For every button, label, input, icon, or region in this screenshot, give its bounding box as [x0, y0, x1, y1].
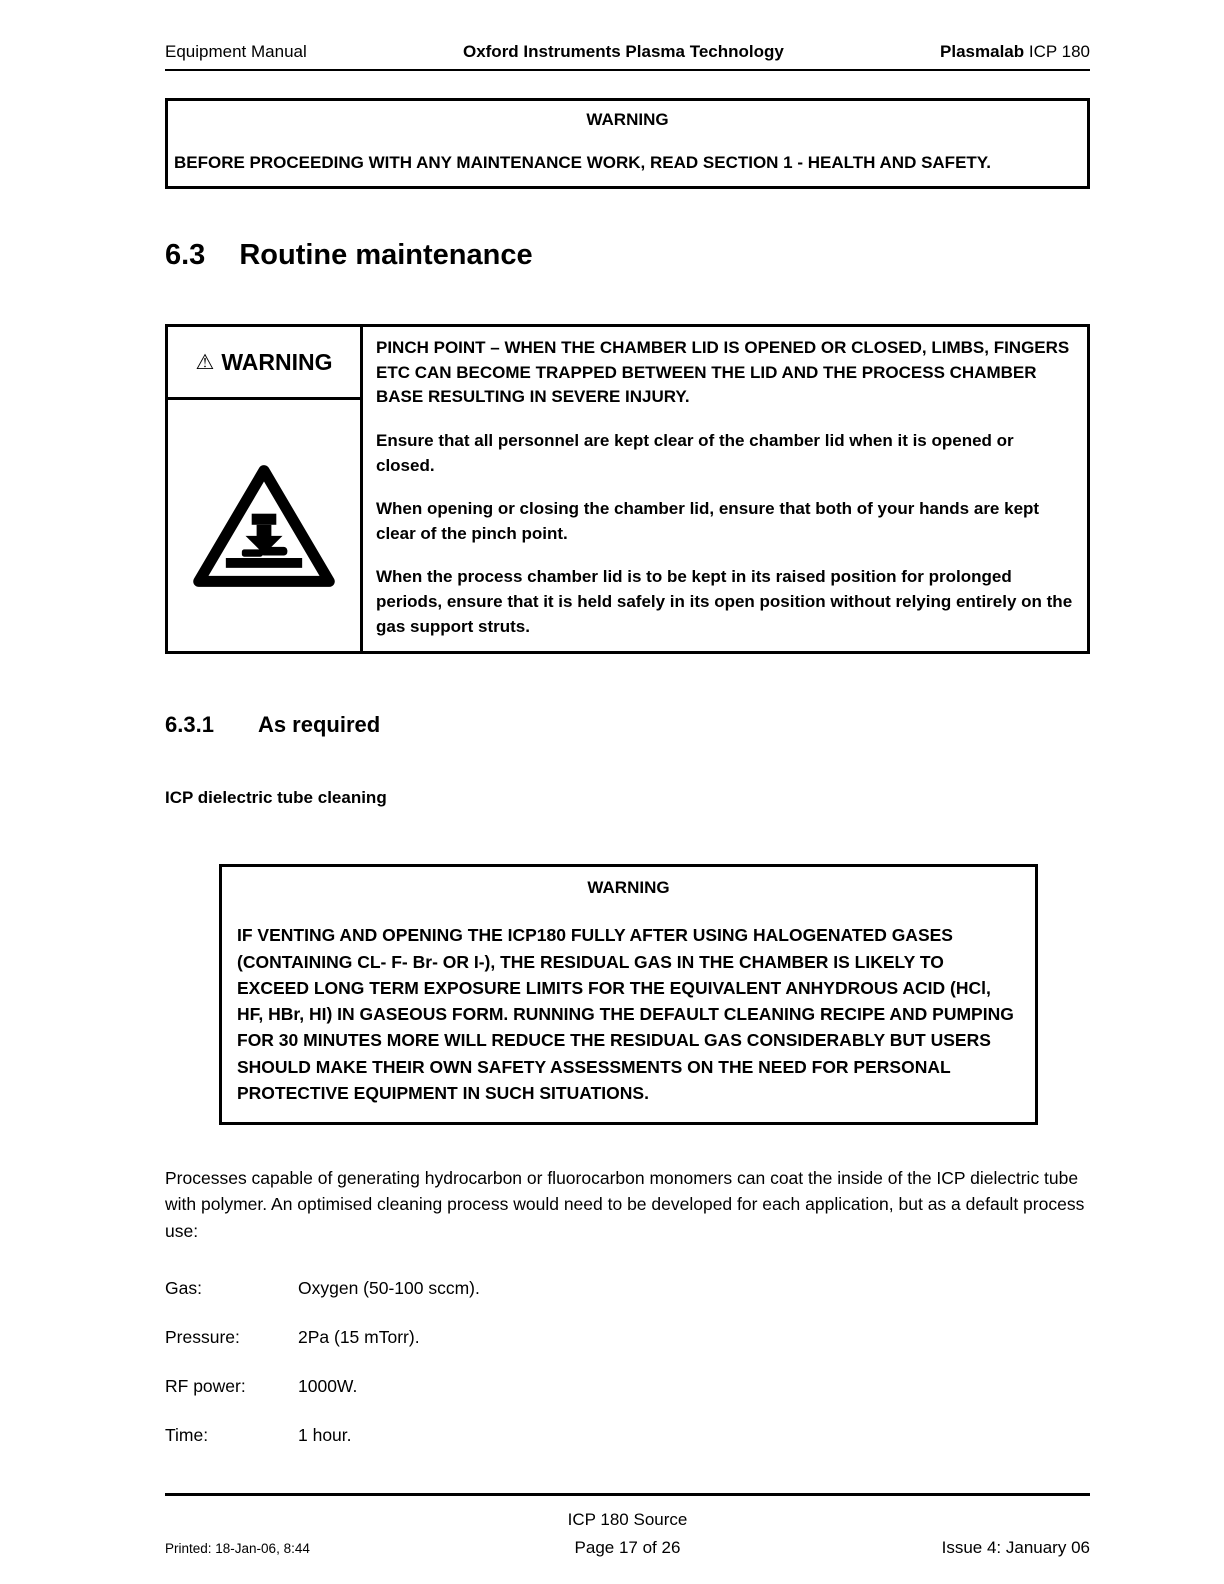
- header-rule: [165, 69, 1090, 71]
- crush-hazard-icon: [190, 462, 338, 590]
- warning-box-top-title: WARNING: [586, 110, 669, 129]
- pinch-warning-left-column: [168, 327, 363, 651]
- param-row-time: [165, 1425, 1090, 1446]
- header-product: [940, 42, 1090, 62]
- section-number: 6.3: [165, 239, 206, 271]
- pinch-warning-paragraph: Ensure that all personnel are kept clear of the chamber lid when it is opened or closed.: [376, 430, 1014, 475]
- pinch-warning-paragraph: PINCH POINT – WHEN THE CHAMBER LID IS OPENED OR CLOSED, LIMBS, FINGERS ETC CAN BECOME TRAPPED BETWEEN THE LID AND THE PROCESS CHAMBER BASE RESULTING IN SEVERE INJURY.: [376, 338, 1070, 407]
- section-title: Routine maintenance: [239, 239, 533, 271]
- pinch-warning-label-cell: [168, 327, 360, 400]
- pinch-warning-paragraph: When opening or closing the chamber lid, ensure that both of your hands are kept clear of the pinch point.: [376, 499, 1040, 543]
- warning-triangle-icon: ⚠: [195, 350, 215, 374]
- header-product-model: ICP 180: [1024, 42, 1090, 61]
- footer-printed: Printed: 18-Jan-06, 8:44: [165, 1541, 310, 1556]
- param-label: Pressure:: [165, 1326, 240, 1347]
- pinch-warning-label: WARNING: [221, 348, 333, 375]
- pinch-warning-icon-cell: [168, 400, 360, 651]
- warning-box-gases-title: WARNING: [587, 878, 670, 898]
- warning-box-top-body: BEFORE PROCEEDING WITH ANY MAINTENANCE WORK, READ SECTION 1 - HEALTH AND SAFETY.: [174, 153, 991, 172]
- footer-issue: Issue 4: January 06: [941, 1538, 1090, 1557]
- topic-heading: ICP dielectric tube cleaning: [165, 788, 387, 808]
- header-company: Oxford Instruments Plasma Technology: [462, 42, 784, 61]
- param-row-rf-power: [165, 1376, 1090, 1397]
- param-value: 1000W.: [298, 1375, 358, 1396]
- process-parameters: [165, 1278, 1090, 1446]
- subsection-heading: [165, 712, 1090, 738]
- header-doc-type: Equipment Manual: [165, 42, 307, 61]
- subsection-title: As required: [257, 712, 381, 738]
- param-value: Oxygen (50-100 sccm).: [298, 1277, 480, 1298]
- warning-box-top: [165, 98, 1090, 189]
- footer-doc-title: ICP 180 Source: [567, 1510, 688, 1529]
- param-value: 2Pa (15 mTorr).: [298, 1326, 420, 1347]
- param-label: Gas:: [165, 1277, 202, 1298]
- param-value: 1 hour.: [298, 1424, 352, 1445]
- warning-box-gases-body: IF VENTING AND OPENING THE ICP180 FULLY AFTER USING HALOGENATED GASES (CONTAINING CL- F- Br- OR I-), THE RESIDUAL GAS IN THE CHAMBER IS LIKELY TO EXCEED LONG TERM EXPOSURE LIMITS FOR THE EQUIVALENT ANHYDROUS ACID (HCl, HF, HBr, HI) IN GASEOUS FORM. RUNNING THE DEFAULT CLEANING RECIPE AND PUMPING FOR 30 MINUTES MORE WILL REDUCE THE RESIDUAL GAS CONSIDERABLY BUT USERS SHOULD MAKE THEIR OWN SAFETY ASSESSMENTS ON THE NEED FOR PERSONAL PROTECTIVE EQUIPMENT IN SUCH SITUATIONS.: [237, 925, 1014, 1103]
- footer-page-number: Page 17 of 26: [574, 1538, 681, 1557]
- pinch-warning-text-cell: [363, 327, 1087, 651]
- param-row-gas: [165, 1278, 1090, 1299]
- subsection-number: 6.3.1: [165, 712, 214, 738]
- pinch-warning-paragraph: When the process chamber lid is to be kept in its raised position for prolonged periods, ensure that it is held safely in its open position without relying entirely on the gas support struts.: [376, 567, 1073, 636]
- warning-box-gases: [219, 864, 1038, 1125]
- param-label: RF power:: [165, 1375, 246, 1396]
- body-paragraph: Processes capable of generating hydrocarbon or fluorocarbon monomers can coat the inside of the ICP dielectric tube with polymer. An optimised cleaning process would need to be developed for each application, but as a default process use:: [165, 1168, 1085, 1241]
- pinch-warning-table: [165, 324, 1090, 654]
- param-row-pressure: [165, 1327, 1090, 1348]
- param-label: Time:: [165, 1424, 209, 1445]
- footer-rule: [165, 1493, 1090, 1496]
- page-header: [165, 42, 1090, 62]
- section-heading: [165, 239, 1090, 272]
- header-product-name: Plasmalab: [940, 42, 1025, 61]
- page-footer: [165, 1493, 1090, 1558]
- footer-row: [165, 1538, 1090, 1558]
